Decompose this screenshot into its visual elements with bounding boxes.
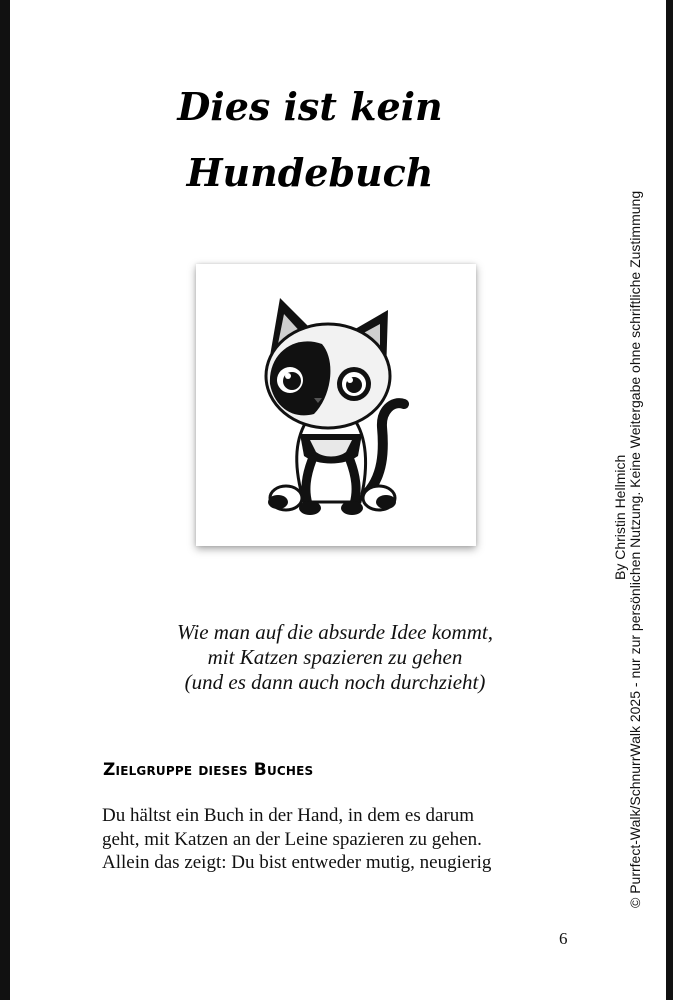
page-number: 6	[559, 929, 568, 948]
body-line: geht, mit Katzen an der Leine spazieren zu gehen.	[102, 828, 482, 850]
body-line: Allein das zeigt: Du bist entweder mutig, neugierig	[102, 852, 492, 873]
subtitle-line: Wie man auf die absurde Idee kommt,	[177, 620, 493, 644]
subtitle-line: (und es dann auch noch durchzieht)	[184, 670, 486, 694]
title-line-2: Hundebuch	[186, 150, 434, 195]
body-line: Du hältst ein Buch in der Hand, in dem es darum	[102, 805, 475, 826]
author-credit: By Christin Hellmich	[612, 454, 628, 580]
body-paragraph	[102, 804, 572, 875]
subtitle	[100, 620, 570, 695]
section-heading: Zielgruppe dieses Buches	[103, 760, 314, 780]
title-line-1: Dies ist kein	[177, 84, 443, 129]
right-page-edge	[666, 0, 673, 1000]
copyright-notice: © Purrfect-Walk/SchnurrWalk 2025 - nur zur persönlichen Nutzung. Keine Weitergabe ohne schriftliche Zustimmung	[627, 190, 643, 908]
left-page-edge	[0, 0, 10, 1000]
subtitle-line: mit Katzen spazieren zu gehen	[207, 645, 463, 669]
cat-illustration	[196, 264, 476, 546]
